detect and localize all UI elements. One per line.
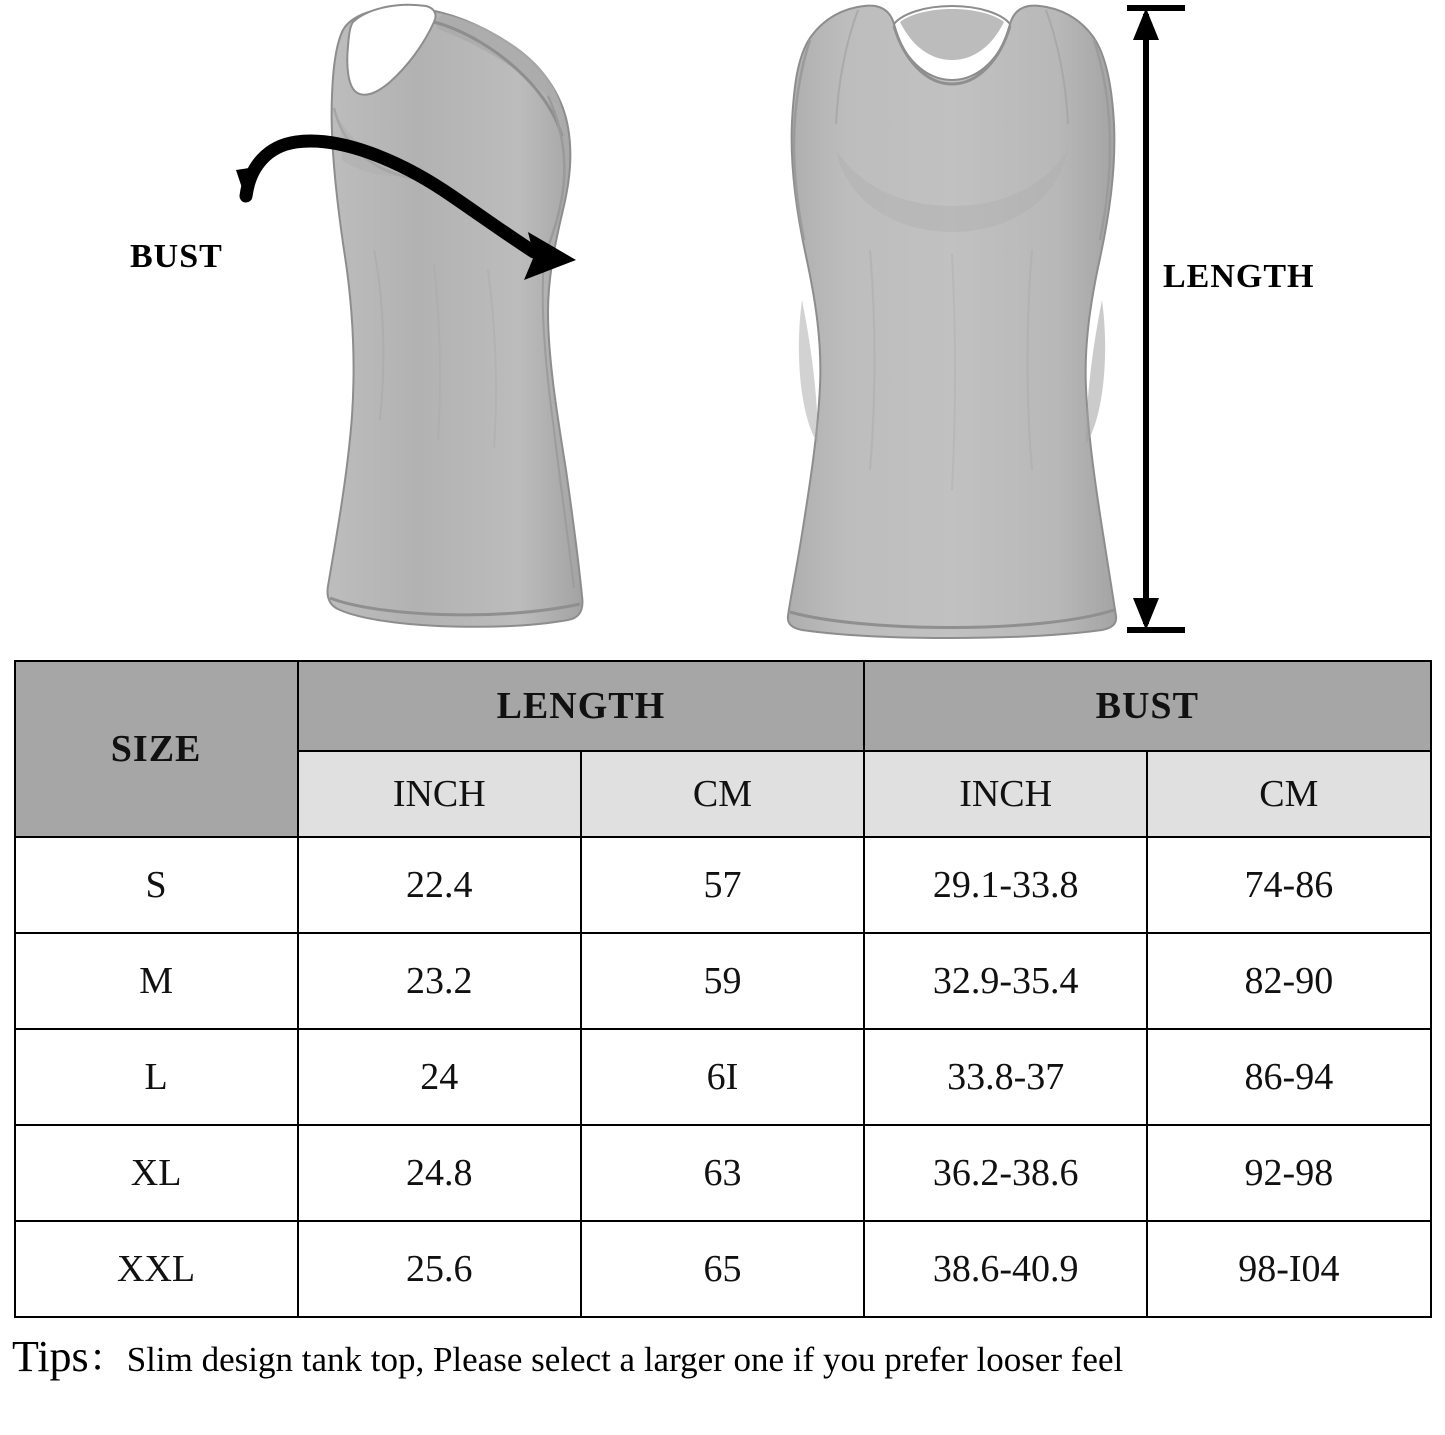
cell-length-cm: 63 [581,1125,864,1221]
cell-size: XXL [15,1221,298,1317]
cell-bust-inch: 32.9-35.4 [864,933,1147,1029]
size-chart-table [14,660,1432,1318]
table-header-row-primary [15,661,1431,751]
cell-bust-inch: 38.6-40.9 [864,1221,1147,1317]
cell-bust-cm: 86-94 [1147,1029,1430,1125]
cell-bust-cm: 82-90 [1147,933,1430,1029]
header-bust: BUST [864,661,1430,751]
cell-length-cm: 6I [581,1029,864,1125]
cell-length-cm: 65 [581,1221,864,1317]
cell-bust-cm: 98-I04 [1147,1221,1430,1317]
header-bust-inch: INCH [864,751,1147,837]
cell-bust-inch: 29.1-33.8 [864,837,1147,933]
header-size: SIZE [15,661,298,837]
cell-length-inch: 23.2 [298,933,581,1029]
header-length: LENGTH [298,661,864,751]
length-label: LENGTH [1163,258,1315,295]
bust-measure-arrow [0,0,1445,660]
header-length-inch: INCH [298,751,581,837]
tips-body: Slim design tank top, Please select a larger one if you prefer looser feel [126,1340,1124,1379]
cell-bust-inch: 33.8-37 [864,1029,1147,1125]
cell-size: XL [15,1125,298,1221]
cell-size: L [15,1029,298,1125]
header-length-cm: CM [581,751,864,837]
table-row [15,933,1431,1029]
tips-note [12,1332,1445,1383]
tips-colon: ： [88,1338,127,1380]
bust-label: BUST [130,238,223,275]
cell-size: M [15,933,298,1029]
cell-length-cm: 59 [581,933,864,1029]
table-row [15,837,1431,933]
cell-length-inch: 22.4 [298,837,581,933]
tank-top-front-view [740,0,1140,640]
tank-top-side-view [248,0,648,640]
length-measure-arrow [0,0,1445,660]
table-row [15,1125,1431,1221]
cell-bust-cm: 74-86 [1147,837,1430,933]
size-chart-illustration [0,0,1445,660]
cell-length-inch: 25.6 [298,1221,581,1317]
table-row [15,1221,1431,1317]
tips-word: Tips [12,1332,89,1381]
cell-length-cm: 57 [581,837,864,933]
cell-length-inch: 24 [298,1029,581,1125]
cell-bust-inch: 36.2-38.6 [864,1125,1147,1221]
cell-length-inch: 24.8 [298,1125,581,1221]
cell-bust-cm: 92-98 [1147,1125,1430,1221]
header-bust-cm: CM [1147,751,1430,837]
cell-size: S [15,837,298,933]
table-row [15,1029,1431,1125]
